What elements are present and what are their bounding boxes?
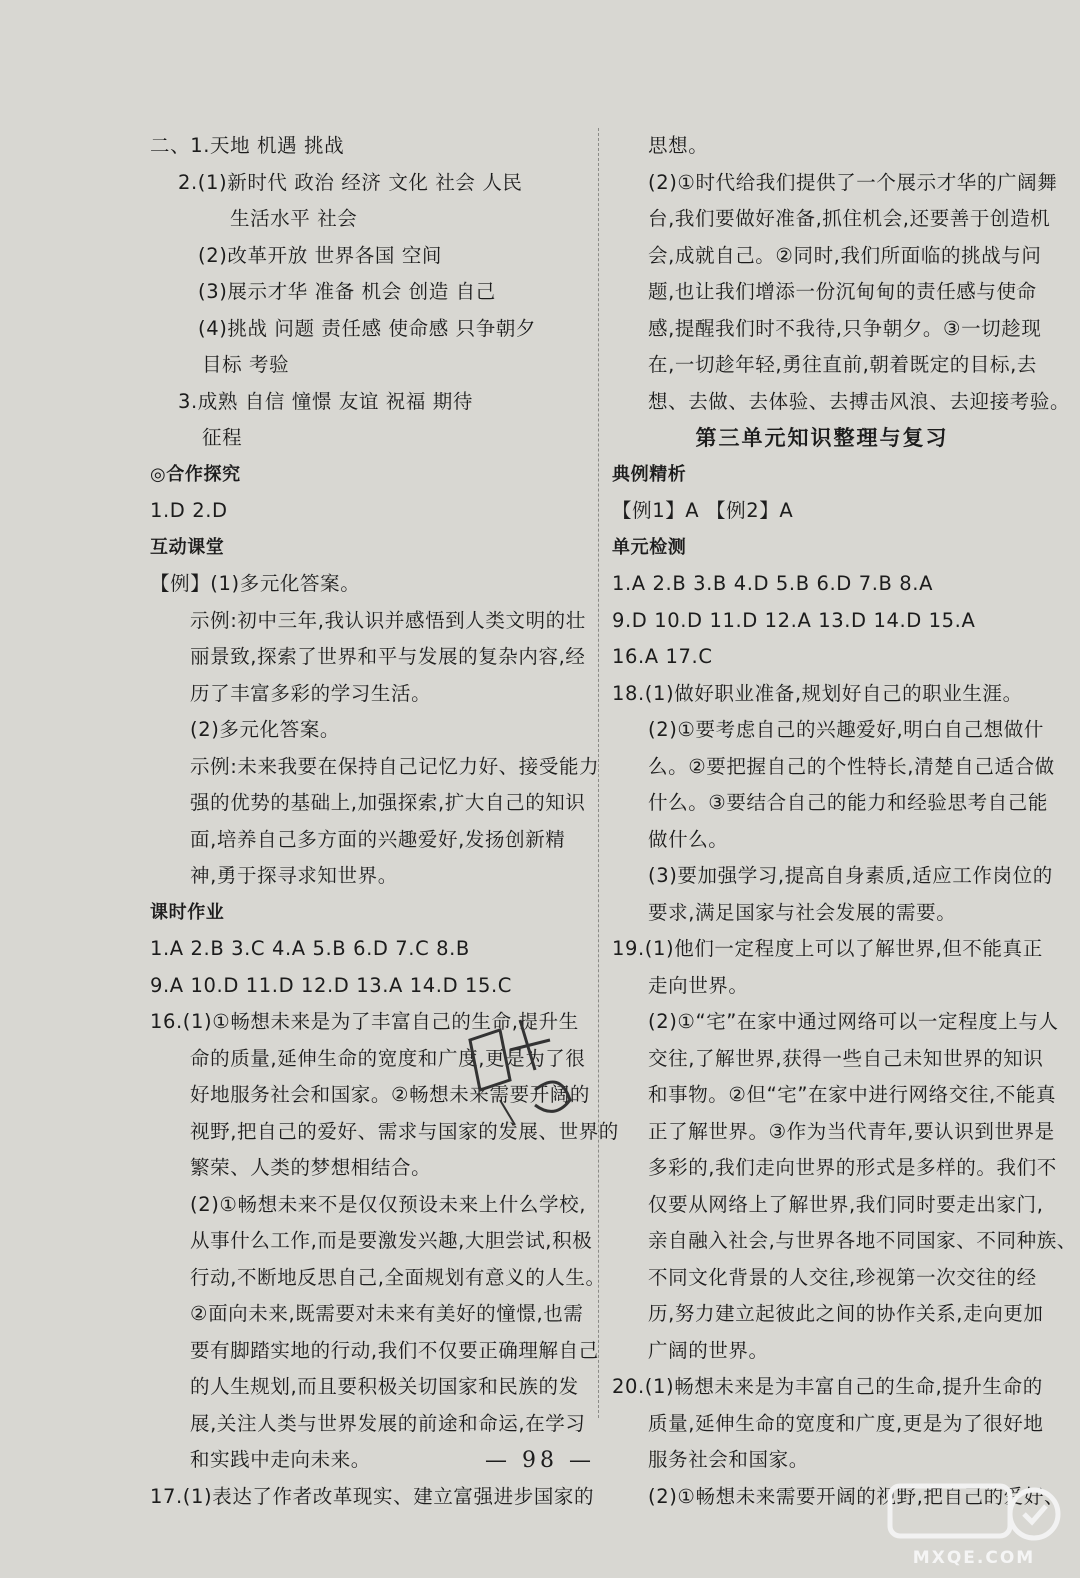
answer-line: 亲自融入社会,与世界各地不同国家、不同种族、: [648, 1229, 1077, 1252]
answer-line: 示例:初中三年,我认识并感悟到人类文明的壮: [190, 608, 586, 632]
answer-line: 和事物。②但“宅”在家中进行网络交往,不能真: [648, 1083, 1057, 1106]
answer-line: 单元检测: [612, 536, 687, 558]
answer-line: 命的质量,延伸生命的宽度和广度,更是为了很: [190, 1046, 586, 1070]
answer-line: 18.(1)做好职业准备,规划好自己的职业生涯。: [612, 681, 1023, 705]
answer-line: 课时作业: [150, 901, 225, 923]
answer-line: 9.D 10.D 11.D 12.A 13.D 14.D 15.A: [612, 608, 976, 632]
answer-line: 做什么。: [648, 827, 729, 851]
answer-line: (2)①畅想未来需要开阔的视野,把自己的爱好、: [648, 1484, 1065, 1508]
answer-line: 典例精析: [612, 463, 687, 485]
answer-line: 展,关注人类与世界发展的前途和命运,在学习: [190, 1411, 586, 1435]
answer-line: 不同文化背景的人交往,珍视第一次交往的经: [648, 1265, 1037, 1289]
answer-line: 交往,了解世界,获得一些自己未知世界的知识: [648, 1046, 1044, 1070]
answer-line: 【例】(1)多元化答案。: [150, 572, 361, 595]
answer-line: 题,也让我们增添一份沉甸甸的责任感与使命: [648, 280, 1037, 303]
answer-line: 要求,满足国家与社会发展的需要。: [648, 900, 957, 924]
site-watermark: [884, 1480, 1064, 1572]
answer-line: 丽景致,探索了世界和平与发展的复杂内容,经: [190, 645, 586, 668]
answer-line: (3)展示才华 准备 机会 创造 自己: [198, 280, 496, 303]
answer-line: 在,一切趁年轻,勇往直前,朝着既定的目标,去: [648, 353, 1037, 376]
answer-line: 视野,把自己的爱好、需求与国家的发展、世界的: [190, 1119, 619, 1143]
answer-line: 要有脚踏实地的行动,我们不仅要正确理解自己: [190, 1338, 599, 1362]
answer-line: 好地服务社会和国家。②畅想未来需要开阔的: [190, 1083, 590, 1106]
answer-line: 和实践中走向未来。: [190, 1448, 371, 1471]
page-number-value: 98: [522, 1448, 558, 1473]
answer-line: 正了解世界。③作为当代青年,要认识到世界是: [648, 1119, 1055, 1143]
answer-line: 行动,不断地反思自己,全面规划有意义的人生。: [190, 1265, 606, 1289]
answer-line: 面,培养自己多方面的兴趣爱好,发扬创新精: [190, 827, 566, 851]
answer-line: 17.(1)表达了作者改革现实、建立富强进步国家的: [150, 1484, 595, 1508]
answer-line: 16.(1)①畅想未来是为了丰富自己的生命,提升生: [150, 1010, 579, 1033]
answer-line: 征程: [202, 426, 243, 449]
answer-line: (2)①“宅”在家中通过网络可以一定程度上与人: [648, 1010, 1059, 1033]
answer-line: (2)①要考虑自己的兴趣爱好,明白自己想做什: [648, 718, 1045, 741]
answer-line: 感,提醒我们时不我待,只争朝夕。③一切趁现: [648, 316, 1042, 340]
answer-line: 9.A 10.D 11.D 12.D 13.A 14.D 15.C: [150, 973, 513, 997]
answer-line: (2)①时代给我们提供了一个展示才华的广阔舞: [648, 170, 1058, 194]
answer-line: 神,勇于探寻求知世界。: [190, 864, 398, 887]
answer-line: 1.A 2.B 3.C 4.A 5.B 6.D 7.C 8.B: [150, 937, 470, 960]
left-column: [150, 128, 619, 1515]
answer-line: 思想。: [648, 134, 709, 157]
answer-line: ②面向未来,既需要对未来有美好的憧憬,也需: [190, 1302, 584, 1325]
answer-line: ◎合作探究: [150, 463, 241, 485]
answer-line: 服务社会和国家。: [648, 1448, 809, 1471]
answer-line: 20.(1)畅想未来是为丰富自己的生命,提升生命的: [612, 1375, 1043, 1398]
answer-line: 示例:未来我要在保持自己记忆力好、接受能力: [190, 754, 600, 778]
handwritten-scribble: [440, 1000, 600, 1130]
answer-line: 会,成就自己。②同时,我们所面临的挑战与问: [648, 243, 1042, 267]
answer-line: (2)改革开放 世界各国 空间: [198, 243, 443, 267]
answer-line: 互动课堂: [150, 536, 225, 558]
answer-line: 2.(1)新时代 政治 经济 文化 社会 人民: [178, 170, 523, 194]
watermark-url: MXQE.COM: [912, 1548, 1036, 1568]
answer-line: 广阔的世界。: [648, 1338, 769, 1362]
answer-line: 繁荣、人类的梦想相结合。: [190, 1156, 432, 1179]
answer-line: 想、去做、去体验、去搏击风浪、去迎接考验。: [648, 389, 1071, 413]
answer-line: 16.A 17.C: [612, 645, 713, 668]
watermark-logo-icon: [884, 1480, 1064, 1550]
answer-line: 仅要从网络上了解世界,我们同时要走出家门,: [648, 1192, 1044, 1216]
answer-line: 历,努力建立起彼此之间的协作关系,走向更加: [648, 1302, 1044, 1325]
answer-line: 第三单元知识整理与复习: [695, 426, 949, 450]
answer-line: 1.D 2.D: [150, 499, 228, 522]
answer-line: 从事什么工作,而是要激发兴趣,大胆尝试,积极: [190, 1229, 593, 1252]
answer-line: 【例1】A 【例2】A: [612, 499, 794, 522]
answer-line: 台,我们要做好准备,抓住机会,还要善于创造机: [648, 207, 1051, 230]
page-number: — 98 —: [485, 1448, 595, 1473]
answer-line: (3)要加强学习,提高自身素质,适应工作岗位的: [648, 864, 1053, 887]
right-column: [612, 128, 1077, 1515]
answer-line: (4)挑战 问题 责任感 使命感 只争朝夕: [198, 316, 537, 340]
answer-line: 多彩的,我们走向世界的形式是多样的。我们不: [648, 1156, 1057, 1179]
answer-line: 的人生规划,而且要积极关切国家和民族的发: [190, 1375, 579, 1398]
answer-line: 走向世界。: [648, 973, 749, 997]
answer-line: (2)多元化答案。: [190, 718, 341, 741]
answer-line: 3.成熟 自信 憧憬 友谊 祝福 期待: [178, 389, 473, 413]
answer-line: (2)①畅想未来不是仅仅预设未来上什么学校,: [190, 1192, 587, 1216]
column-divider: [598, 128, 599, 1418]
answer-line: 什么。③要结合自己的能力和经验思考自己能: [648, 791, 1048, 814]
answer-line: 强的优势的基础上,加强探索,扩大自己的知识: [190, 791, 586, 814]
answer-line: 生活水平 社会: [230, 207, 358, 230]
answer-line: 二、1.天地 机遇 挑战: [150, 134, 345, 157]
answer-line: 么。②要把握自己的个性特长,清楚自己适合做: [648, 754, 1055, 778]
answer-line: 质量,延伸生命的宽度和广度,更是为了很好地: [648, 1411, 1044, 1435]
answer-line: 19.(1)他们一定程度上可以了解世界,但不能真正: [612, 937, 1043, 960]
answer-line: 历了丰富多彩的学习生活。: [190, 681, 432, 705]
answer-line: 目标 考验: [202, 353, 290, 376]
answer-line: 1.A 2.B 3.B 4.D 5.B 6.D 7.B 8.A: [612, 572, 934, 595]
